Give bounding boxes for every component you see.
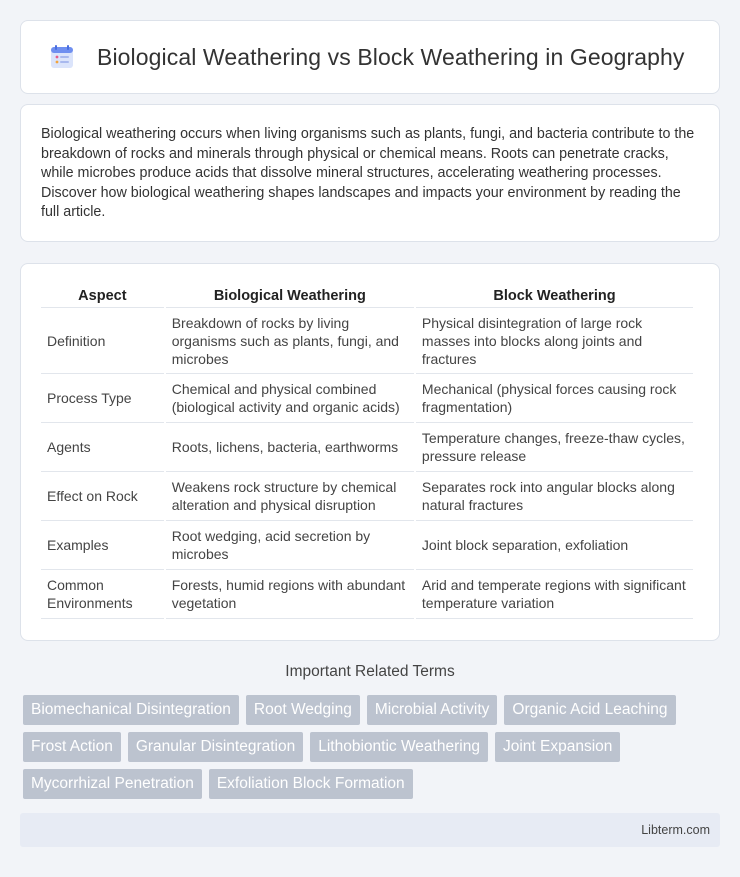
header-aspect: Aspect: [41, 284, 164, 308]
comparison-table-card: [20, 263, 720, 641]
related-term-tag[interactable]: Lithobiontic Weathering: [310, 732, 488, 762]
table-row: [41, 570, 693, 619]
row-biological: Chemical and physical combined (biological activity and organic acids): [166, 374, 414, 423]
row-aspect: Definition: [41, 308, 164, 374]
row-aspect: Examples: [41, 521, 164, 570]
row-block: Temperature changes, freeze-thaw cycles, pressure release: [416, 423, 693, 472]
related-term-tag[interactable]: Biomechanical Disintegration: [23, 695, 239, 725]
row-aspect: Process Type: [41, 374, 164, 423]
related-term-tag[interactable]: Frost Action: [23, 732, 121, 762]
row-aspect: Effect on Rock: [41, 472, 164, 521]
footer: [20, 813, 720, 847]
related-terms-list: [23, 695, 723, 799]
intro-text: Biological weathering occurs when living organisms such as plants, fungi, and bacteria contribute to the breakdown of rocks and minerals through physical or chemical means. Roots can penetrate cracks, while microbes produce acids that dissolve mineral structures, accelerating weathering processes. Discover how biological weathering shapes landscapes and impacts your environment by reading the full article.: [41, 126, 695, 221]
row-block: Physical disintegration of large rock masses into blocks along joints and fractures: [416, 308, 693, 374]
related-terms-title: Important Related Terms: [285, 663, 455, 680]
intro-card: [20, 104, 720, 242]
header-card: [20, 20, 720, 94]
row-block: Separates rock into angular blocks along natural fractures: [416, 472, 693, 521]
header-block-weathering: Block Weathering: [416, 284, 693, 308]
table-row: [41, 374, 693, 423]
row-aspect: Common Environments: [41, 570, 164, 619]
row-aspect: Agents: [41, 423, 164, 472]
row-block: Arid and temperate regions with significant temperature variation: [416, 570, 693, 619]
row-biological: Weakens rock structure by chemical alteration and physical disruption: [166, 472, 414, 521]
row-biological: Breakdown of rocks by living organisms such as plants, fungi, and microbes: [166, 308, 414, 374]
related-term-tag[interactable]: Microbial Activity: [367, 695, 498, 725]
table-row: [41, 308, 693, 374]
row-biological: Roots, lichens, bacteria, earthworms: [166, 423, 414, 472]
related-term-tag[interactable]: Granular Disintegration: [128, 732, 303, 762]
related-term-tag[interactable]: Joint Expansion: [495, 732, 620, 762]
document-list-icon: [47, 42, 77, 72]
related-term-tag[interactable]: Mycorrhizal Penetration: [23, 769, 202, 799]
row-biological: Root wedging, acid secretion by microbes: [166, 521, 414, 570]
page-title: Biological Weathering vs Block Weathering in Geography: [97, 43, 685, 70]
related-term-tag[interactable]: Organic Acid Leaching: [504, 695, 675, 725]
related-term-tag[interactable]: Exfoliation Block Formation: [209, 769, 413, 799]
row-block: Joint block separation, exfoliation: [416, 521, 693, 570]
table-row: [41, 423, 693, 472]
table-header-row: [41, 284, 693, 308]
related-term-tag[interactable]: Root Wedging: [246, 695, 360, 725]
row-biological: Forests, humid regions with abundant vegetation: [166, 570, 414, 619]
comparison-table: [39, 284, 695, 619]
table-row: [41, 521, 693, 570]
row-block: Mechanical (physical forces causing rock fragmentation): [416, 374, 693, 423]
table-row: [41, 472, 693, 521]
footer-brand-link[interactable]: Libterm.com: [641, 823, 710, 837]
header-biological-weathering: Biological Weathering: [166, 284, 414, 308]
